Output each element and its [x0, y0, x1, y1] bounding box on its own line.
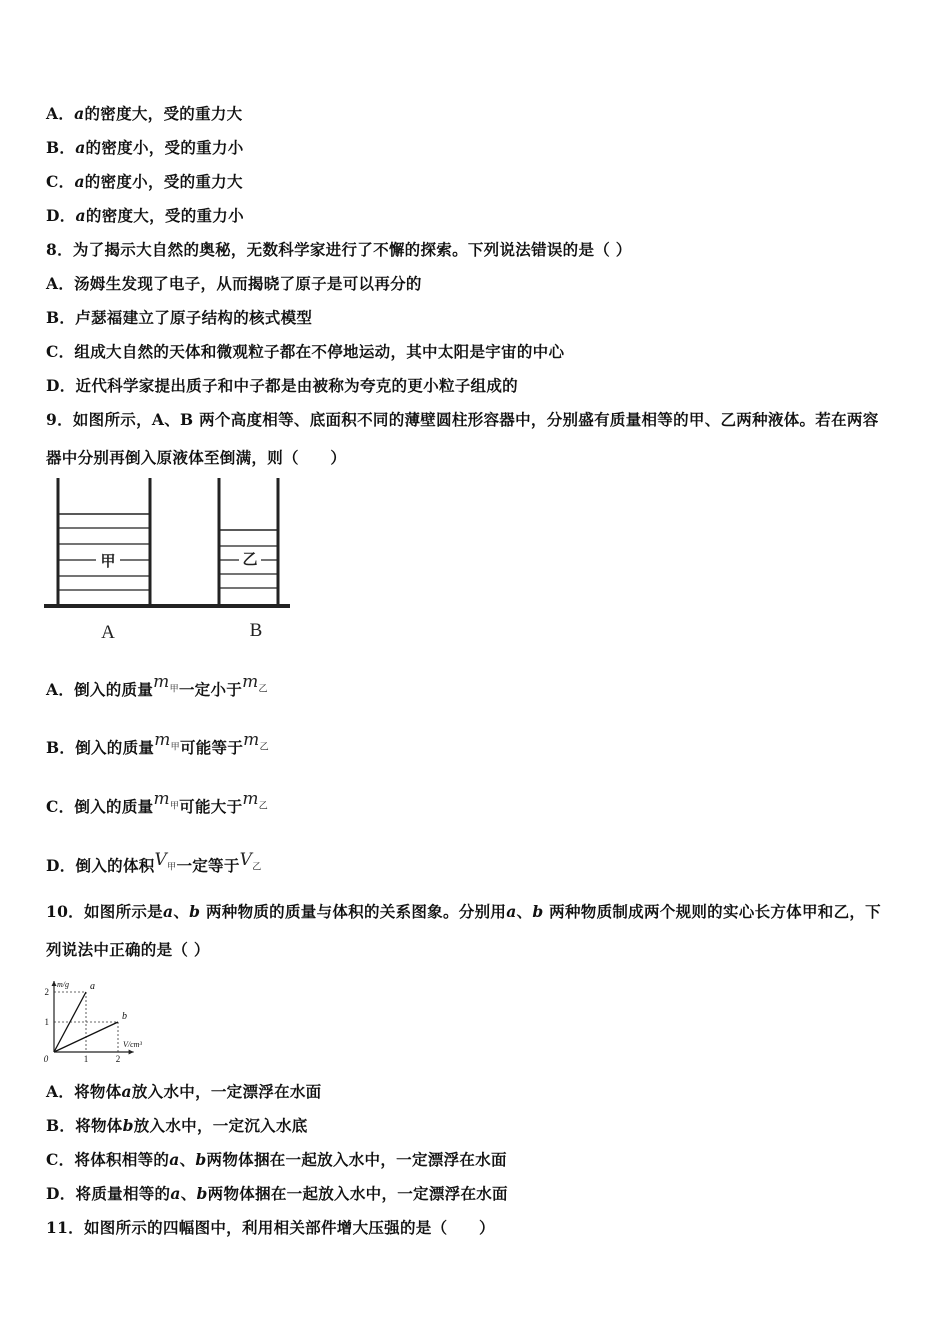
q9-option-a: A．倒入的质量$m_甲$一定小于$m_乙$	[46, 672, 268, 699]
series-line-b	[54, 1022, 118, 1052]
container-a-label: A	[101, 622, 115, 643]
x-axis-arrow	[129, 1050, 134, 1055]
y-axis-label: m/g	[57, 980, 69, 989]
q10-stem-line1: 10．如图所示是a、b 两种物质的质量与体积的关系图象。分别用a、b 两种物质制成两个规则的实心长方体甲和乙，下	[46, 902, 881, 921]
x-tick-label: 0	[43, 1054, 49, 1062]
q8-option-d: D．近代科学家提出质子和中子都是由被称为夸克的更小粒子组成的	[46, 376, 518, 395]
q7-option-d: D．a的密度大，受的重力小	[46, 206, 244, 225]
series-label-a: a	[90, 981, 95, 992]
q9-container-figure	[44, 476, 294, 646]
q9-stem-line1: 9．如图所示，A、B 两个高度相等、底面积不同的薄壁圆柱形容器中，分别盛有质量相等的甲、乙两种液体。若在两容	[46, 410, 879, 429]
liquid-a-label: 甲	[100, 554, 116, 570]
q9-stem-line2: 器中分别再倒入原液体至倒满，则（ ）	[46, 448, 347, 467]
x-tick-label: 1	[83, 1054, 89, 1062]
y-axis-arrow	[52, 981, 57, 986]
liquid-b-label: 乙	[242, 552, 258, 568]
q10-option-b: B．将物体b放入水中，一定沉入水底	[46, 1116, 308, 1135]
q10-option-d: D．将质量相等的a、b两物体捆在一起放入水中，一定漂浮在水面	[46, 1184, 508, 1203]
q7-option-c: C．a的密度小，受的重力大	[46, 172, 243, 191]
container-a	[58, 478, 150, 604]
series-label-b: b	[122, 1011, 127, 1022]
q9-option-b: B．倒入的质量$m_甲$可能等于$m_乙$	[46, 730, 269, 757]
container-b-label: B	[249, 620, 263, 641]
q8-option-b: B．卢瑟福建立了原子结构的核式模型	[46, 308, 313, 327]
q7-option-b: B．a的密度小，受的重力小	[46, 138, 244, 157]
q10-mass-volume-chart	[40, 966, 160, 1062]
q8-stem: 8．为了揭示大自然的奥秘，无数科学家进行了不懈的探索。下列说法错误的是（ ）	[46, 240, 632, 259]
x-axis-label: V/cm³	[123, 1040, 142, 1049]
y-tick-label: 2	[44, 987, 49, 997]
q9-option-d: D．倒入的体积$V_甲$一定等于$V_乙$	[46, 850, 262, 875]
y-tick-label: 1	[44, 1017, 49, 1027]
q9-option-c: C．倒入的质量$m_甲$可能大于$m_乙$	[46, 789, 269, 816]
q8-option-a: A．汤姆生发现了电子，从而揭晓了原子是可以再分的	[46, 274, 422, 293]
q8-option-c: C．组成大自然的天体和微观粒子都在不停地运动，其中太阳是宇宙的中心	[46, 342, 565, 361]
x-tick-label: 2	[115, 1054, 121, 1062]
q7-option-a: A．a的密度大，受的重力大	[46, 104, 243, 123]
container-b	[219, 478, 278, 604]
q10-stem-line2: 列说法中正确的是（ ）	[46, 940, 210, 959]
q10-option-c: C．将体积相等的a、b两物体捆在一起放入水中，一定漂浮在水面	[46, 1150, 507, 1169]
q11-stem: 11．如图所示的四幅图中，利用相关部件增大压强的是（ ）	[46, 1218, 495, 1237]
q10-option-a: A．将物体a放入水中，一定漂浮在水面	[46, 1082, 322, 1101]
